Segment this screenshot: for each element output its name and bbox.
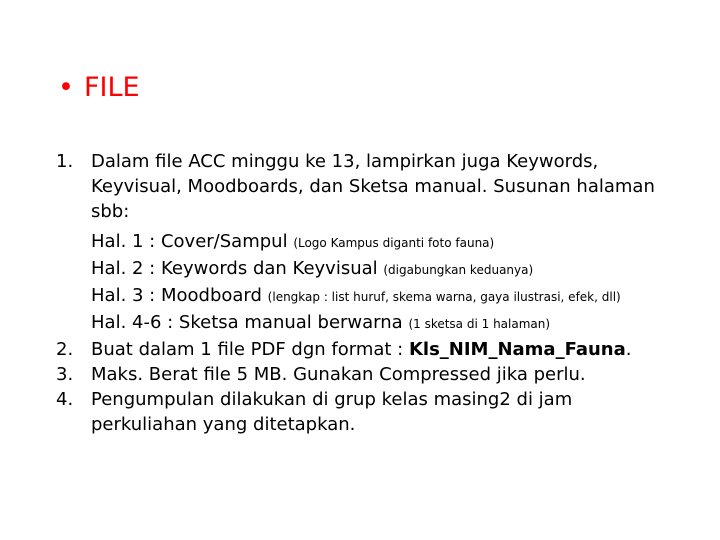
title-text: FILE <box>84 72 140 103</box>
page-entry <box>91 283 676 310</box>
file-name-format: Kls_NIM_Nama_Fauna <box>408 339 626 360</box>
item-number: 1. <box>56 151 74 172</box>
page-note: (digabungkan keduanya) <box>383 263 534 277</box>
item-text: Dalam file ACC minggu ke 13, lampirkan juga Keywords, Keyvisual, Moodboards, dan Sketsa manual. Susunan halaman sbb: <box>91 151 655 222</box>
list-item-1 <box>56 149 676 337</box>
list-item-3 <box>56 362 676 387</box>
page-note: (1 sketsa di 1 halaman) <box>408 317 551 331</box>
page-label: Hal. 4-6 : Sketsa manual berwarna <box>91 312 403 333</box>
page-label: Hal. 3 : Moodboard <box>91 285 262 306</box>
item-number: 3. <box>56 364 74 385</box>
title-bullet: • <box>58 72 74 103</box>
list-item-4 <box>56 387 676 437</box>
item-text <box>91 337 676 362</box>
page-entry <box>91 256 676 283</box>
page-entry <box>91 229 676 256</box>
item-text-end: . <box>625 339 632 360</box>
item-text: Pengumpulan dilakukan di grup kelas masing2 di jam perkuliahan yang ditetapkan. <box>91 389 573 435</box>
item-number: 4. <box>56 389 74 410</box>
page-label: Hal. 1 : Cover/Sampul <box>91 231 288 252</box>
list-item-2 <box>56 337 676 362</box>
slide-title <box>58 72 140 104</box>
page-note: (Logo Kampus diganti foto fauna) <box>293 236 495 250</box>
item-number: 2. <box>56 339 74 360</box>
instruction-list <box>56 149 676 437</box>
page-layout-list <box>91 229 676 337</box>
page-note: (lengkap : list huruf, skema warna, gaya ilustrasi, efek, dll) <box>267 290 621 304</box>
page-entry <box>91 310 676 337</box>
item-text-plain: Buat dalam 1 file PDF dgn format : <box>91 339 409 360</box>
page-label: Hal. 2 : Keywords dan Keyvisual <box>91 258 378 279</box>
item-text: Maks. Berat file 5 MB. Gunakan Compressed jika perlu. <box>91 364 586 385</box>
